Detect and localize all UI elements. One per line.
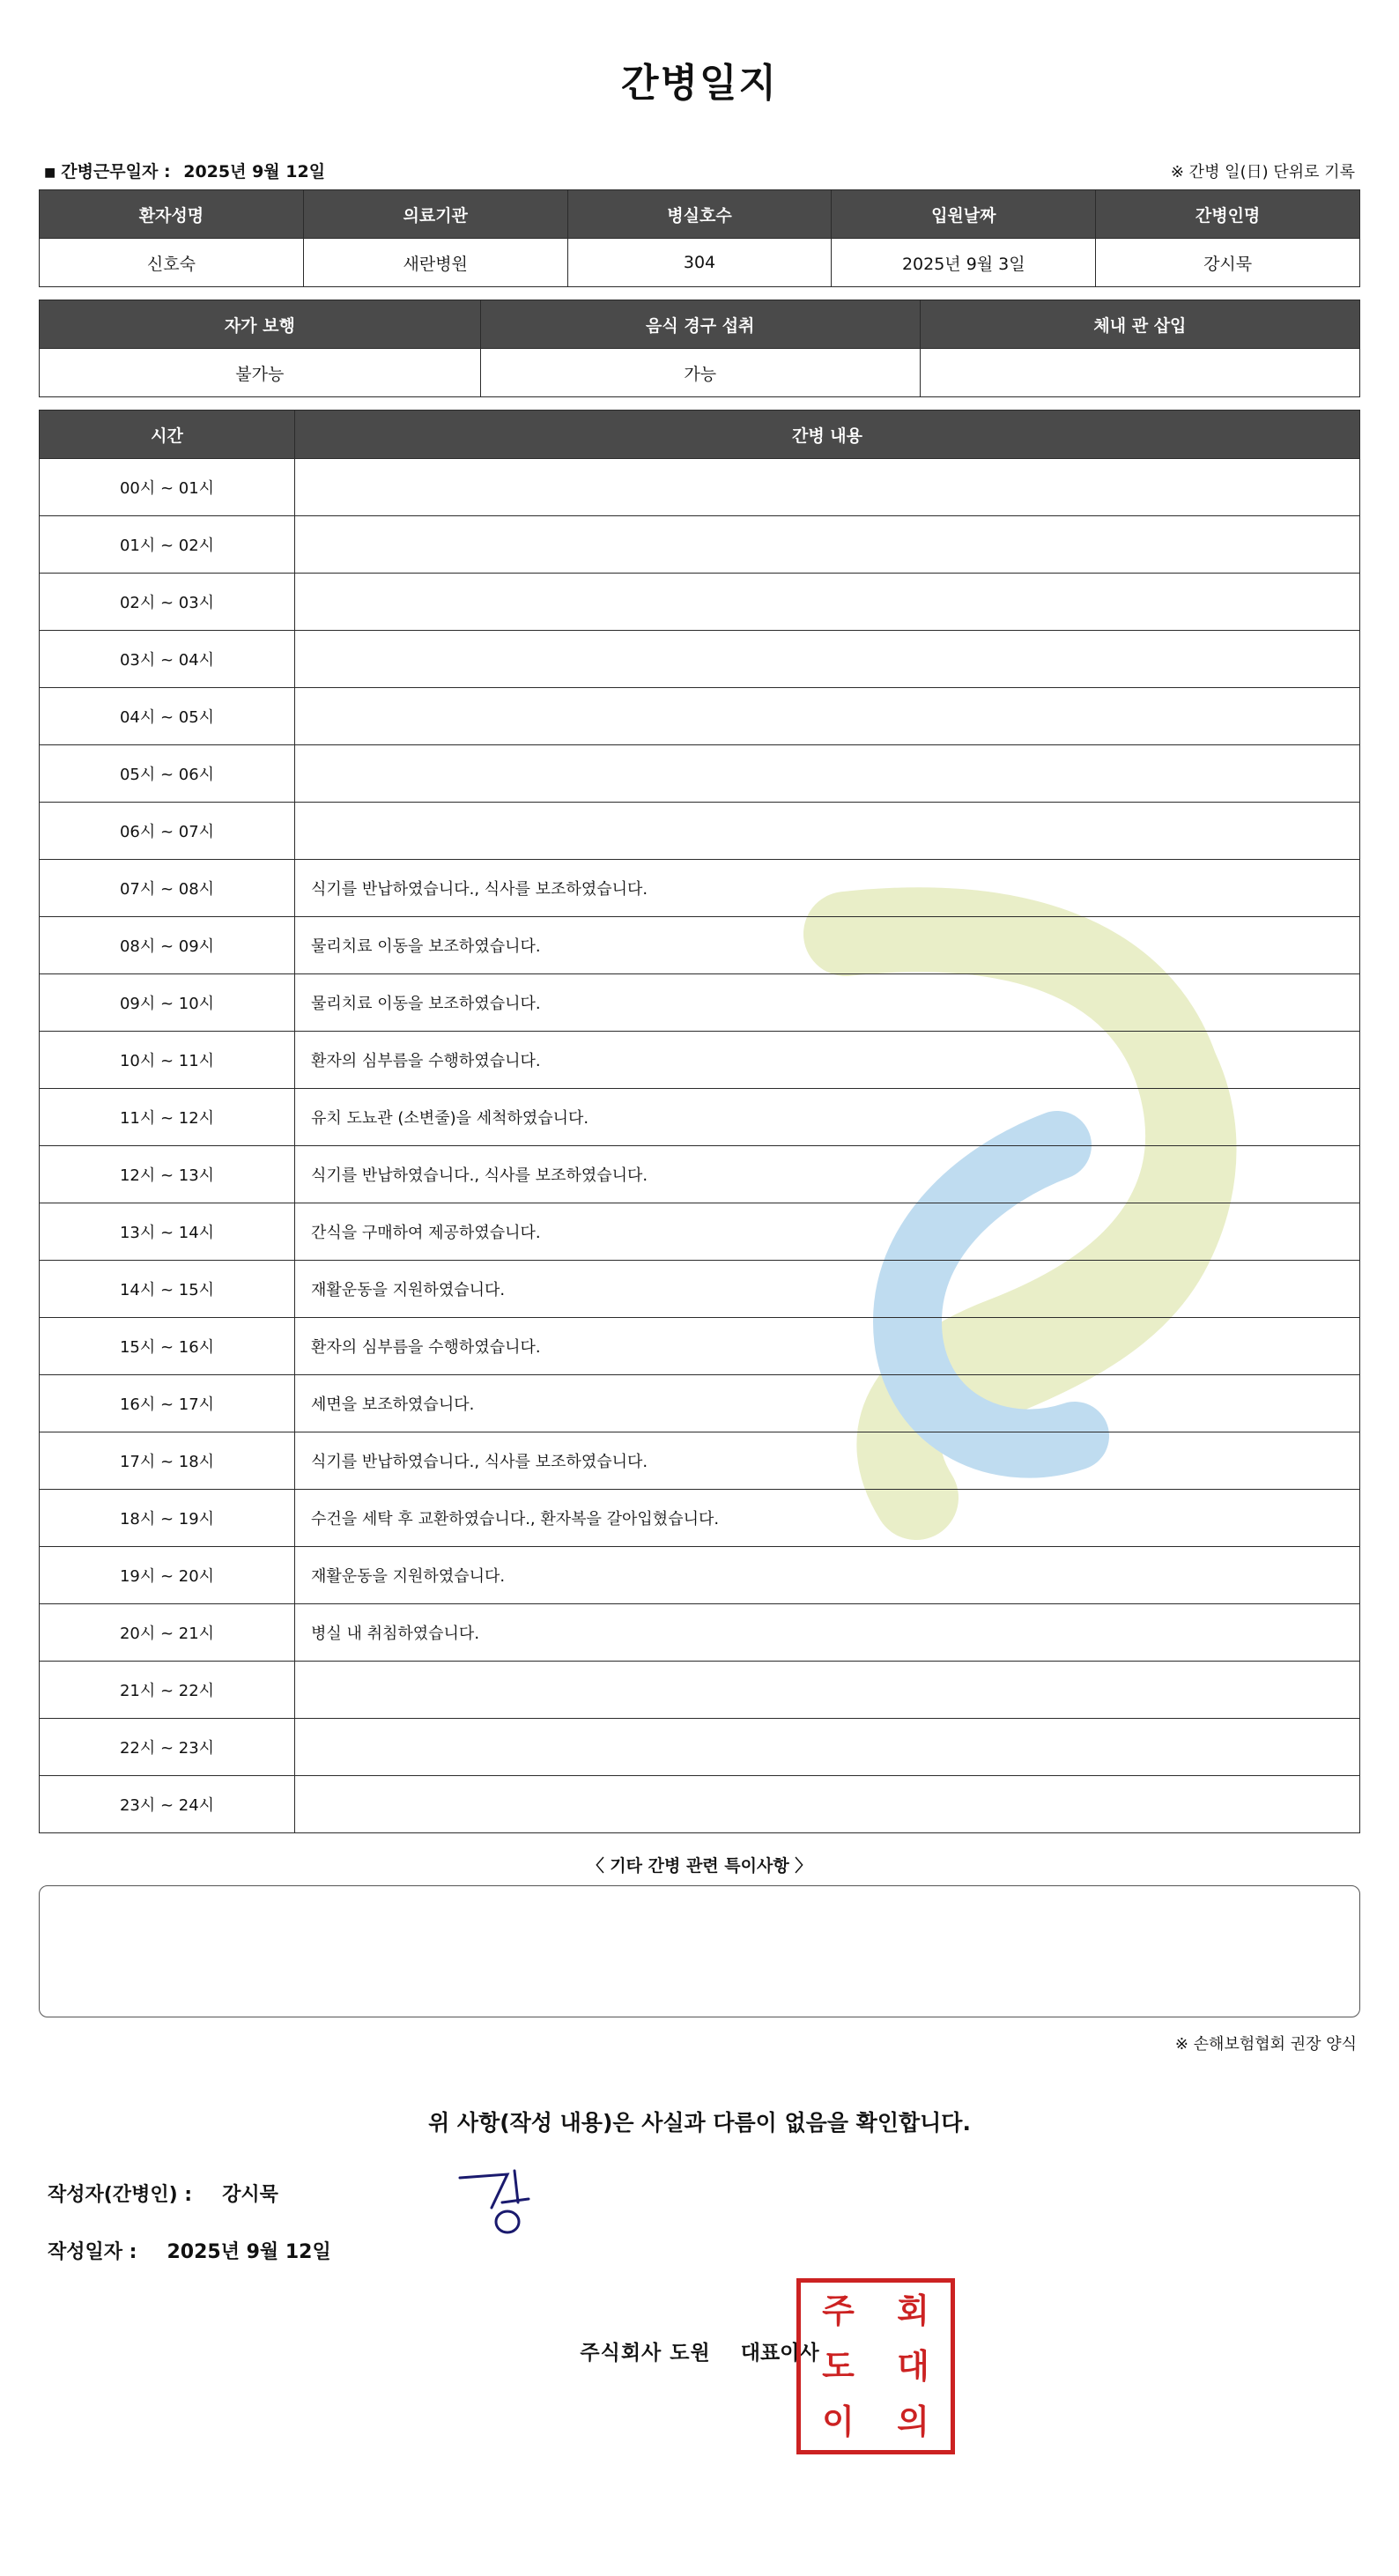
header-hospital: 의료기관 [303,190,567,239]
seal-char: 이 [822,2402,855,2442]
author-value: 강시묵 [222,2184,278,2206]
table-row [40,631,1360,688]
log-time: 17시 ~ 18시 [40,1432,295,1490]
table-row [40,1432,1360,1490]
log-time: 23시 ~ 24시 [40,1776,295,1833]
log-time: 12시 ~ 13시 [40,1146,295,1203]
record-unit-note: ※ 간병 일(日) 단위로 기록 [1170,163,1355,181]
log-content[interactable]: 환자의 심부름을 수행하였습니다. [295,1032,1360,1089]
table-row [40,1203,1360,1261]
notes-textarea[interactable] [39,1885,1360,2017]
log-content[interactable] [295,803,1360,860]
log-time: 09시 ~ 10시 [40,974,295,1032]
seal-char: 회 [897,2291,929,2330]
header-caregiver-name: 간병인명 [1096,190,1360,239]
log-time: 04시 ~ 05시 [40,688,295,745]
log-time: 10시 ~ 11시 [40,1032,295,1089]
log-time: 18시 ~ 19시 [40,1490,295,1547]
log-content[interactable] [295,1719,1360,1776]
header-oral-intake: 음식 경구 섭취 [480,300,920,349]
table-row [40,1032,1360,1089]
log-content[interactable] [295,574,1360,631]
log-content[interactable] [295,516,1360,574]
table-row [40,1604,1360,1662]
log-content[interactable]: 식기를 반납하였습니다., 식사를 보조하였습니다. [295,1146,1360,1203]
log-time: 03시 ~ 04시 [40,631,295,688]
table-row [40,1318,1360,1375]
log-time: 15시 ~ 16시 [40,1318,295,1375]
confirmation-statement: 위 사항(작성 내용)은 사실과 다름이 없음을 확인합니다. [428,2110,971,2136]
seal-char: 대 [897,2346,929,2386]
value-hospital: 새란병원 [303,239,567,287]
date-row [48,2237,1360,2264]
value-oral-intake: 가능 [480,349,920,397]
log-content[interactable] [295,1662,1360,1719]
log-time: 13시 ~ 14시 [40,1203,295,1261]
table-row [40,860,1360,917]
table-header-row [40,190,1360,239]
log-time: 11시 ~ 12시 [40,1089,295,1146]
log-content[interactable]: 유치 도뇨관 (소변줄)을 세척하였습니다. [295,1089,1360,1146]
company-seal-stamp [796,2278,955,2454]
log-content[interactable] [295,745,1360,803]
table-header-row [40,411,1360,459]
log-content[interactable] [295,459,1360,516]
log-time: 00시 ~ 01시 [40,459,295,516]
log-content[interactable]: 물리치료 이동을 보조하였습니다. [295,974,1360,1032]
table-row [40,1089,1360,1146]
table-row [40,459,1360,516]
log-time: 21시 ~ 22시 [40,1662,295,1719]
author-label: 작성자(간병인) : [48,2184,193,2206]
value-patient-name: 신호숙 [40,239,304,287]
log-content[interactable]: 환자의 심부름을 수행하였습니다. [295,1318,1360,1375]
seal-char: 주 [822,2291,855,2330]
header-room-number: 병실호수 [567,190,832,239]
log-time: 16시 ~ 17시 [40,1375,295,1432]
table-row [40,574,1360,631]
log-content[interactable]: 재활운동을 지원하였습니다. [295,1261,1360,1318]
work-date-line [44,159,325,182]
header-admission-date: 입원날짜 [832,190,1096,239]
table-row [40,1547,1360,1604]
seal-char: 의 [897,2402,929,2442]
value-room-number: 304 [567,239,832,287]
page-title: 간병일지 [620,61,778,106]
table-row [40,917,1360,974]
table-row [40,516,1360,574]
table-row [40,1490,1360,1547]
log-time: 14시 ~ 15시 [40,1261,295,1318]
log-content[interactable]: 물리치료 이동을 보조하였습니다. [295,917,1360,974]
company-row [39,2291,1360,2442]
log-content[interactable] [295,631,1360,688]
company-name: 주식회사 도원 [580,2342,711,2365]
header-time: 시간 [40,411,295,459]
log-content[interactable] [295,1776,1360,1833]
seal-char: 도 [822,2346,855,2386]
table-row [40,974,1360,1032]
log-time: 19시 ~ 20시 [40,1547,295,1604]
table-row [40,745,1360,803]
signature-block [39,2180,1360,2264]
header-internal-tube: 체내 관 삽입 [920,300,1359,349]
author-row [48,2180,1360,2207]
table-row [40,349,1360,397]
log-time: 01시 ~ 02시 [40,516,295,574]
log-content[interactable]: 재활운동을 지원하였습니다. [295,1547,1360,1604]
work-date-separator: : [163,162,171,181]
header-patient-name: 환자성명 [40,190,304,239]
log-time: 05시 ~ 06시 [40,745,295,803]
log-time: 20시 ~ 21시 [40,1604,295,1662]
value-self-walking: 불가능 [40,349,481,397]
work-date-value: 2025년 9월 12일 [183,162,326,181]
table-row [40,1662,1360,1719]
table-row [40,1375,1360,1432]
write-date-label: 작성일자 : [48,2241,137,2263]
log-time: 07시 ~ 08시 [40,860,295,917]
table-row [40,1719,1360,1776]
table-row [40,688,1360,745]
log-time: 08시 ~ 09시 [40,917,295,974]
table-row [40,239,1360,287]
log-time: 22시 ~ 23시 [40,1719,295,1776]
handwritten-signature-icon [453,2164,559,2243]
value-admission-date: 2025년 9월 3일 [832,239,1096,287]
header-self-walking: 자가 보행 [40,300,481,349]
log-content[interactable]: 식기를 반납하였습니다., 식사를 보조하였습니다. [295,1432,1360,1490]
value-caregiver-name: 강시묵 [1096,239,1360,287]
work-date-label: 간병근무일자 [61,162,159,181]
value-internal-tube [920,349,1359,397]
table-row [40,1146,1360,1203]
care-condition-table [39,300,1360,397]
log-content[interactable]: 간식을 구매하여 제공하였습니다. [295,1203,1360,1261]
header-care-content: 간병 내용 [295,411,1360,459]
log-time: 02시 ~ 03시 [40,574,295,631]
table-header-row [40,300,1360,349]
log-content[interactable] [295,688,1360,745]
meta-row [39,159,1360,189]
form-source-note: ※ 손해보험협회 권장 양식 [1174,2035,1357,2054]
hourly-log-table [39,410,1360,1833]
company-title: 대표이사 [740,2342,819,2365]
notes-title: 〈 기타 간병 관련 특이사항 〉 [587,1856,812,1876]
table-row [40,1776,1360,1833]
table-row [40,803,1360,860]
log-content[interactable]: 세면을 보조하였습니다. [295,1375,1360,1432]
log-content[interactable]: 병실 내 취침하였습니다. [295,1604,1360,1662]
log-content[interactable]: 수건을 세탁 후 교환하였습니다., 환자복을 갈아입혔습니다. [295,1490,1360,1547]
write-date-value: 2025년 9월 12일 [167,2241,331,2263]
patient-info-table [39,189,1360,287]
log-time: 06시 ~ 07시 [40,803,295,860]
table-row [40,1261,1360,1318]
bullet-icon: ■ [44,165,56,180]
log-content[interactable]: 식기를 반납하였습니다., 식사를 보조하였습니다. [295,860,1360,917]
